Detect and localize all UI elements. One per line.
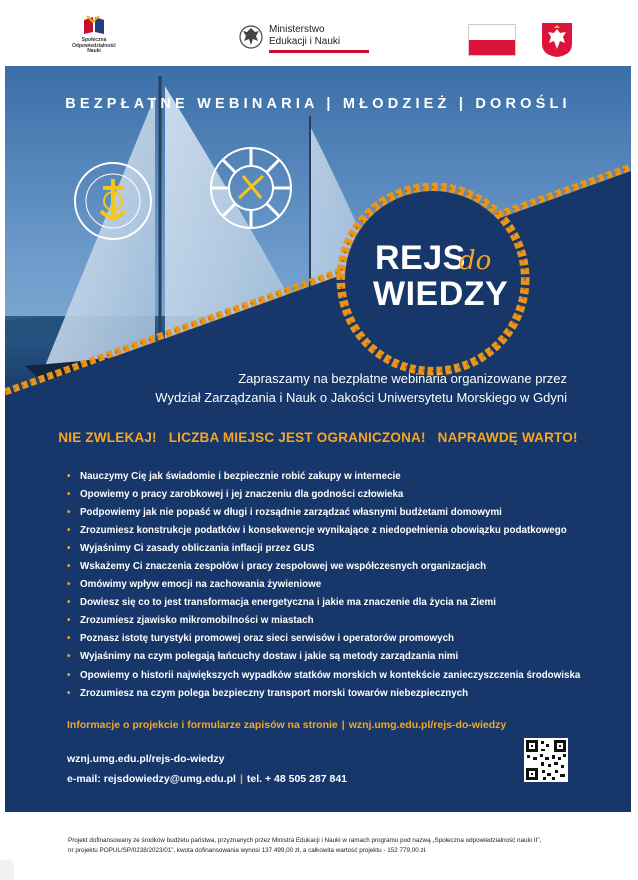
- contact-url[interactable]: wznj.umg.edu.pl/rejs-do-wiedzy: [67, 753, 225, 765]
- list-item: • Wyjaśnimy na czym polegają łańcuchy dostaw i jakie są metody zarządzania nimi: [67, 648, 607, 666]
- list-item: • Zrozumiesz na czym polega bezpieczny transport morski towarów niebezpiecznych: [67, 685, 607, 703]
- subtitle-banner: BEZPŁATNE WEBINARIA | MŁODZIEŻ | DOROŚLI: [65, 96, 571, 112]
- list-item: • Nauczymy Cię jak świadomie i bezpiecznie robić zakupy w internecie: [67, 468, 607, 486]
- university-seal-icon: [75, 163, 151, 239]
- contact-phone: tel. + 48 505 287 841: [246, 773, 348, 785]
- ministry-red-bar: [269, 50, 369, 53]
- qr-code-icon[interactable]: [524, 738, 568, 782]
- topics-list: [67, 468, 607, 703]
- list-item: • Wyjaśnimy Ci zasady obliczania inflacji przez GUS: [67, 540, 607, 558]
- book-logo-icon: [82, 14, 106, 36]
- logo-bar: [0, 0, 638, 66]
- list-item: • Omówimy wpływ emocji na zachowania żywieniowe: [67, 576, 607, 594]
- eagle-icon: [238, 22, 264, 52]
- sailing-ship-photo: [5, 66, 631, 396]
- intro-text: Zapraszamy na bezpłatne webinaria organizowane przez Wydział Zarządzania i Nauk o Jakości Uniwersytetu Morskiego w Gdyni: [155, 371, 567, 405]
- polish-flag: [468, 24, 516, 56]
- funding-footer: Projekt dofinansowany ze środków budżetu państwa, przyznanych przez Ministra Edukacji i Nauki w ramach programu pod nazwą „Społeczna odpowiedzialność nauki II”, nr projektu POPUL/SP/0238/2023/01”, kwota dofinansowania wynosi 137 499,00 zł, a całkowita wartość projektu - 152 779,00 zł.: [68, 837, 542, 854]
- polish-emblem-icon: [541, 22, 573, 58]
- title-badge: [345, 191, 521, 367]
- page-corner: [0, 860, 14, 880]
- list-item: • Dowiesz się co to jest transformacja energetyczna i jakie ma znaczenie dla życia na Ziemi: [67, 594, 607, 612]
- project-info: Informacje o projekcie i formularze zapisów na stronie | wznj.umg.edu.pl/rejs-do-wiedzy: [67, 719, 507, 731]
- faculty-seal-icon: [211, 148, 291, 228]
- contact-line: e-mail: rejsdowiedzy@umg.edu.pl | tel. + 48 505 287 841: [67, 773, 348, 785]
- title-wiedzy: WIEDZY: [373, 275, 509, 313]
- spo-logo-text: Społeczna Odpowiedzialność Nauki: [72, 37, 116, 54]
- list-item: • Zrozumiesz zjawisko mikromobilności w miastach: [67, 612, 607, 630]
- title-do: do: [459, 246, 492, 276]
- project-link[interactable]: wznj.umg.edu.pl/rejs-do-wiedzy: [348, 719, 507, 731]
- list-item: • Opowiemy o historii największych wypadków statków morskich w kontekście zanieczyszczenia środowiska: [67, 667, 607, 685]
- list-item: • Opowiemy o pracy zarobkowej i jej znaczeniu dla godności człowieka: [67, 486, 607, 504]
- list-item: • Poznasz istotę turystyki promowej oraz sieci serwisów i operatorów promowych: [67, 630, 607, 648]
- list-item: • Podpowiemy jak nie popaść w długi i rozsądnie zarządzać własnymi budżetami domowymi: [67, 504, 607, 522]
- list-item: • Zrozumiesz konstrukcje podatków i konsekwencje wynikające z niedopełnienia obowiązku podatkowego: [67, 522, 607, 540]
- list-item: • Wskażemy Ci znaczenia zespołów i pracy zespołowej we współczesnych organizacjach: [67, 558, 607, 576]
- call-to-action: NIE ZWLEKAJ! LICZBA MIEJSC JEST OGRANICZONA! NAPRAWDĘ WARTO!: [58, 430, 578, 445]
- poster: [5, 66, 631, 812]
- spo-logo: [62, 14, 126, 56]
- title-rejs: REJS: [375, 239, 466, 277]
- contact-email[interactable]: e-mail: rejsdowiedzy@umg.edu.pl: [67, 773, 236, 785]
- ministry-name-line2: Edukacji i Nauki: [269, 36, 341, 47]
- ministry-name-line1: Ministerstwo: [269, 24, 325, 35]
- ministry-logo: [238, 22, 378, 56]
